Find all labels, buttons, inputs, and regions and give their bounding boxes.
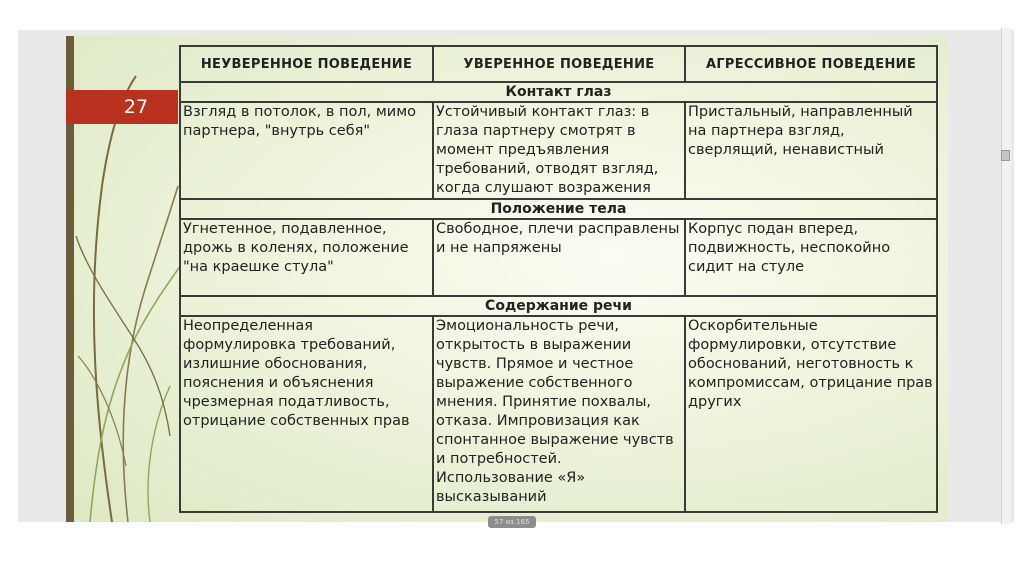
table-row [180,316,937,512]
table-cell: Угнетенное, подавленное, дрожь в коленях, положение "на краешке стула" [180,219,433,296]
page-indicator: 57 из 165 [488,516,536,528]
table-cell: Устойчивый контакт глаз: в глаза партнеру смотрят в момент предъявления требований, отводят взгляд, когда слушают возражения [433,102,685,199]
section-row-eye-contact [180,82,937,102]
table-row [180,102,937,199]
table-cell: Свободное, плечи расправлены и не напряжены [433,219,685,296]
vertical-scrollbar[interactable] [1001,28,1011,524]
section-title: Положение тела [180,199,937,219]
behavior-comparison-table [179,45,938,513]
table-cell: Эмоциональность речи, открытость в выражении чувств. Прямое и честное выражение собственного мнения. Принятие похвалы, отказа. Импровизация как спонтанное выражение чувств и потребностей. Использование «Я» высказываний [433,316,685,512]
table-cell: Корпус подан вперед, подвижность, неспокойно сидит на стуле [685,219,937,296]
table-cell: Взгляд в потолок, в пол, мимо партнера, "внутрь себя" [180,102,433,199]
table-cell: Пристальный, направленный на партнера взгляд, сверлящий, ненавистный [685,102,937,199]
section-row-body-position [180,199,937,219]
slide-number: 27 [66,90,178,124]
table-cell: Неопределенная формулировка требований, излишние обоснования, пояснения и объяснения чрезмерная податливость, отрицание собственных прав [180,316,433,512]
table-cell: Оскорбительные формулировки, отсутствие обоснований, неготовность к компромиссам, отрицание прав других [685,316,937,512]
header-confident: УВЕРЕННОЕ ПОВЕДЕНИЕ [433,46,685,82]
table-row [180,219,937,296]
section-title: Содержание речи [180,296,937,316]
table-header-row [180,46,937,82]
header-insecure: НЕУВЕРЕННОЕ ПОВЕДЕНИЕ [180,46,433,82]
section-title: Контакт глаз [180,82,937,102]
scrollbar-thumb[interactable] [1001,150,1010,161]
section-row-speech-content [180,296,937,316]
header-aggressive: АГРЕССИВНОЕ ПОВЕДЕНИЕ [685,46,937,82]
